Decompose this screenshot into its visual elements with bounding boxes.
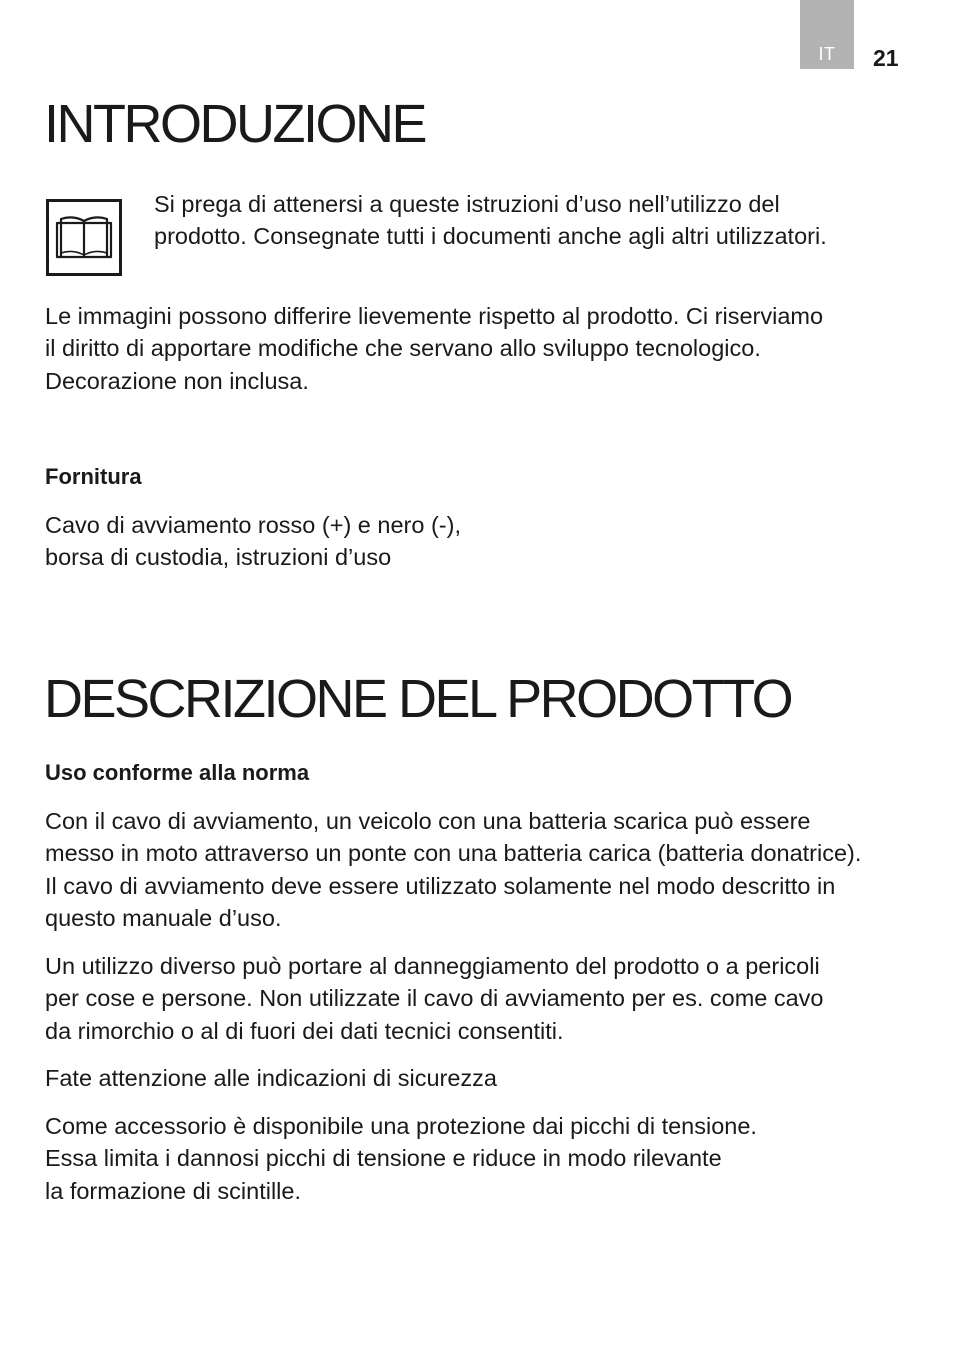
text-line: da rimorchio o al di fuori dei dati tecnici consentiti. xyxy=(45,1017,564,1044)
intro-paragraph xyxy=(154,188,827,253)
text-line: borsa di custodia, istruzioni d’uso xyxy=(45,544,392,571)
text-line: Si prega di attenersi a queste istruzioni d’uso nell’utilizzo del xyxy=(154,191,780,217)
text-line: Con il cavo di avviamento, un veicolo con una batteria scarica può essere xyxy=(45,808,811,834)
text-line: Le immagini possono differire lievemente rispetto al prodotto. Ci riserviamo xyxy=(45,303,824,329)
text-line: messo in moto attraverso un ponte con una batteria carica (batteria donatrice). xyxy=(45,840,862,867)
uso-heading: Uso conforme alla norma xyxy=(45,760,310,785)
page-number: 21 xyxy=(873,45,899,71)
text-line: Cavo di avviamento rosso (+) e nero (-), xyxy=(45,512,461,538)
fornitura-paragraph xyxy=(45,509,461,574)
section-title-introduzione: INTRODUZIONE xyxy=(44,94,425,154)
text-line: per cose e persone. Non utilizzate il cavo di avviamento per es. come cavo xyxy=(45,985,824,1012)
uso-paragraph-2 xyxy=(45,950,824,1047)
text-line: Il cavo di avviamento deve essere utilizzato solamente nel modo descritto in xyxy=(45,872,836,899)
section-title-descrizione: DESCRIZIONE DEL PRODOTTO xyxy=(44,669,792,729)
fornitura-heading: Fornitura xyxy=(45,464,142,489)
uso-paragraph-1 xyxy=(45,805,861,934)
uso-paragraph-4 xyxy=(45,1110,757,1207)
text-line: questo manuale d’uso. xyxy=(45,904,282,931)
text-line: la formazione di scintille. xyxy=(45,1177,301,1204)
disclaimer-paragraph xyxy=(45,300,823,397)
language-tab xyxy=(800,0,854,69)
text-line: Come accessorio è disponibile una protezione dai picchi di tensione. xyxy=(45,1113,757,1139)
text-line: Essa limita i dannosi picchi di tensione e riduce in modo rilevante xyxy=(45,1145,722,1172)
text-line: Un utilizzo diverso può portare al danneggiamento del prodotto o a pericoli xyxy=(45,953,820,979)
uso-paragraph-3 xyxy=(45,1062,497,1094)
text-line: prodotto. Consegnate tutti i documenti anche agli altri utilizzatori. xyxy=(154,223,827,250)
text-line: il diritto di apportare modifiche che servano allo sviluppo tecnologico. xyxy=(45,335,761,362)
text-line: Decorazione non inclusa. xyxy=(45,367,309,394)
text-line: Fate attenzione alle indicazioni di sicurezza xyxy=(45,1065,497,1091)
language-code: IT xyxy=(818,44,836,64)
book-icon xyxy=(46,199,122,276)
